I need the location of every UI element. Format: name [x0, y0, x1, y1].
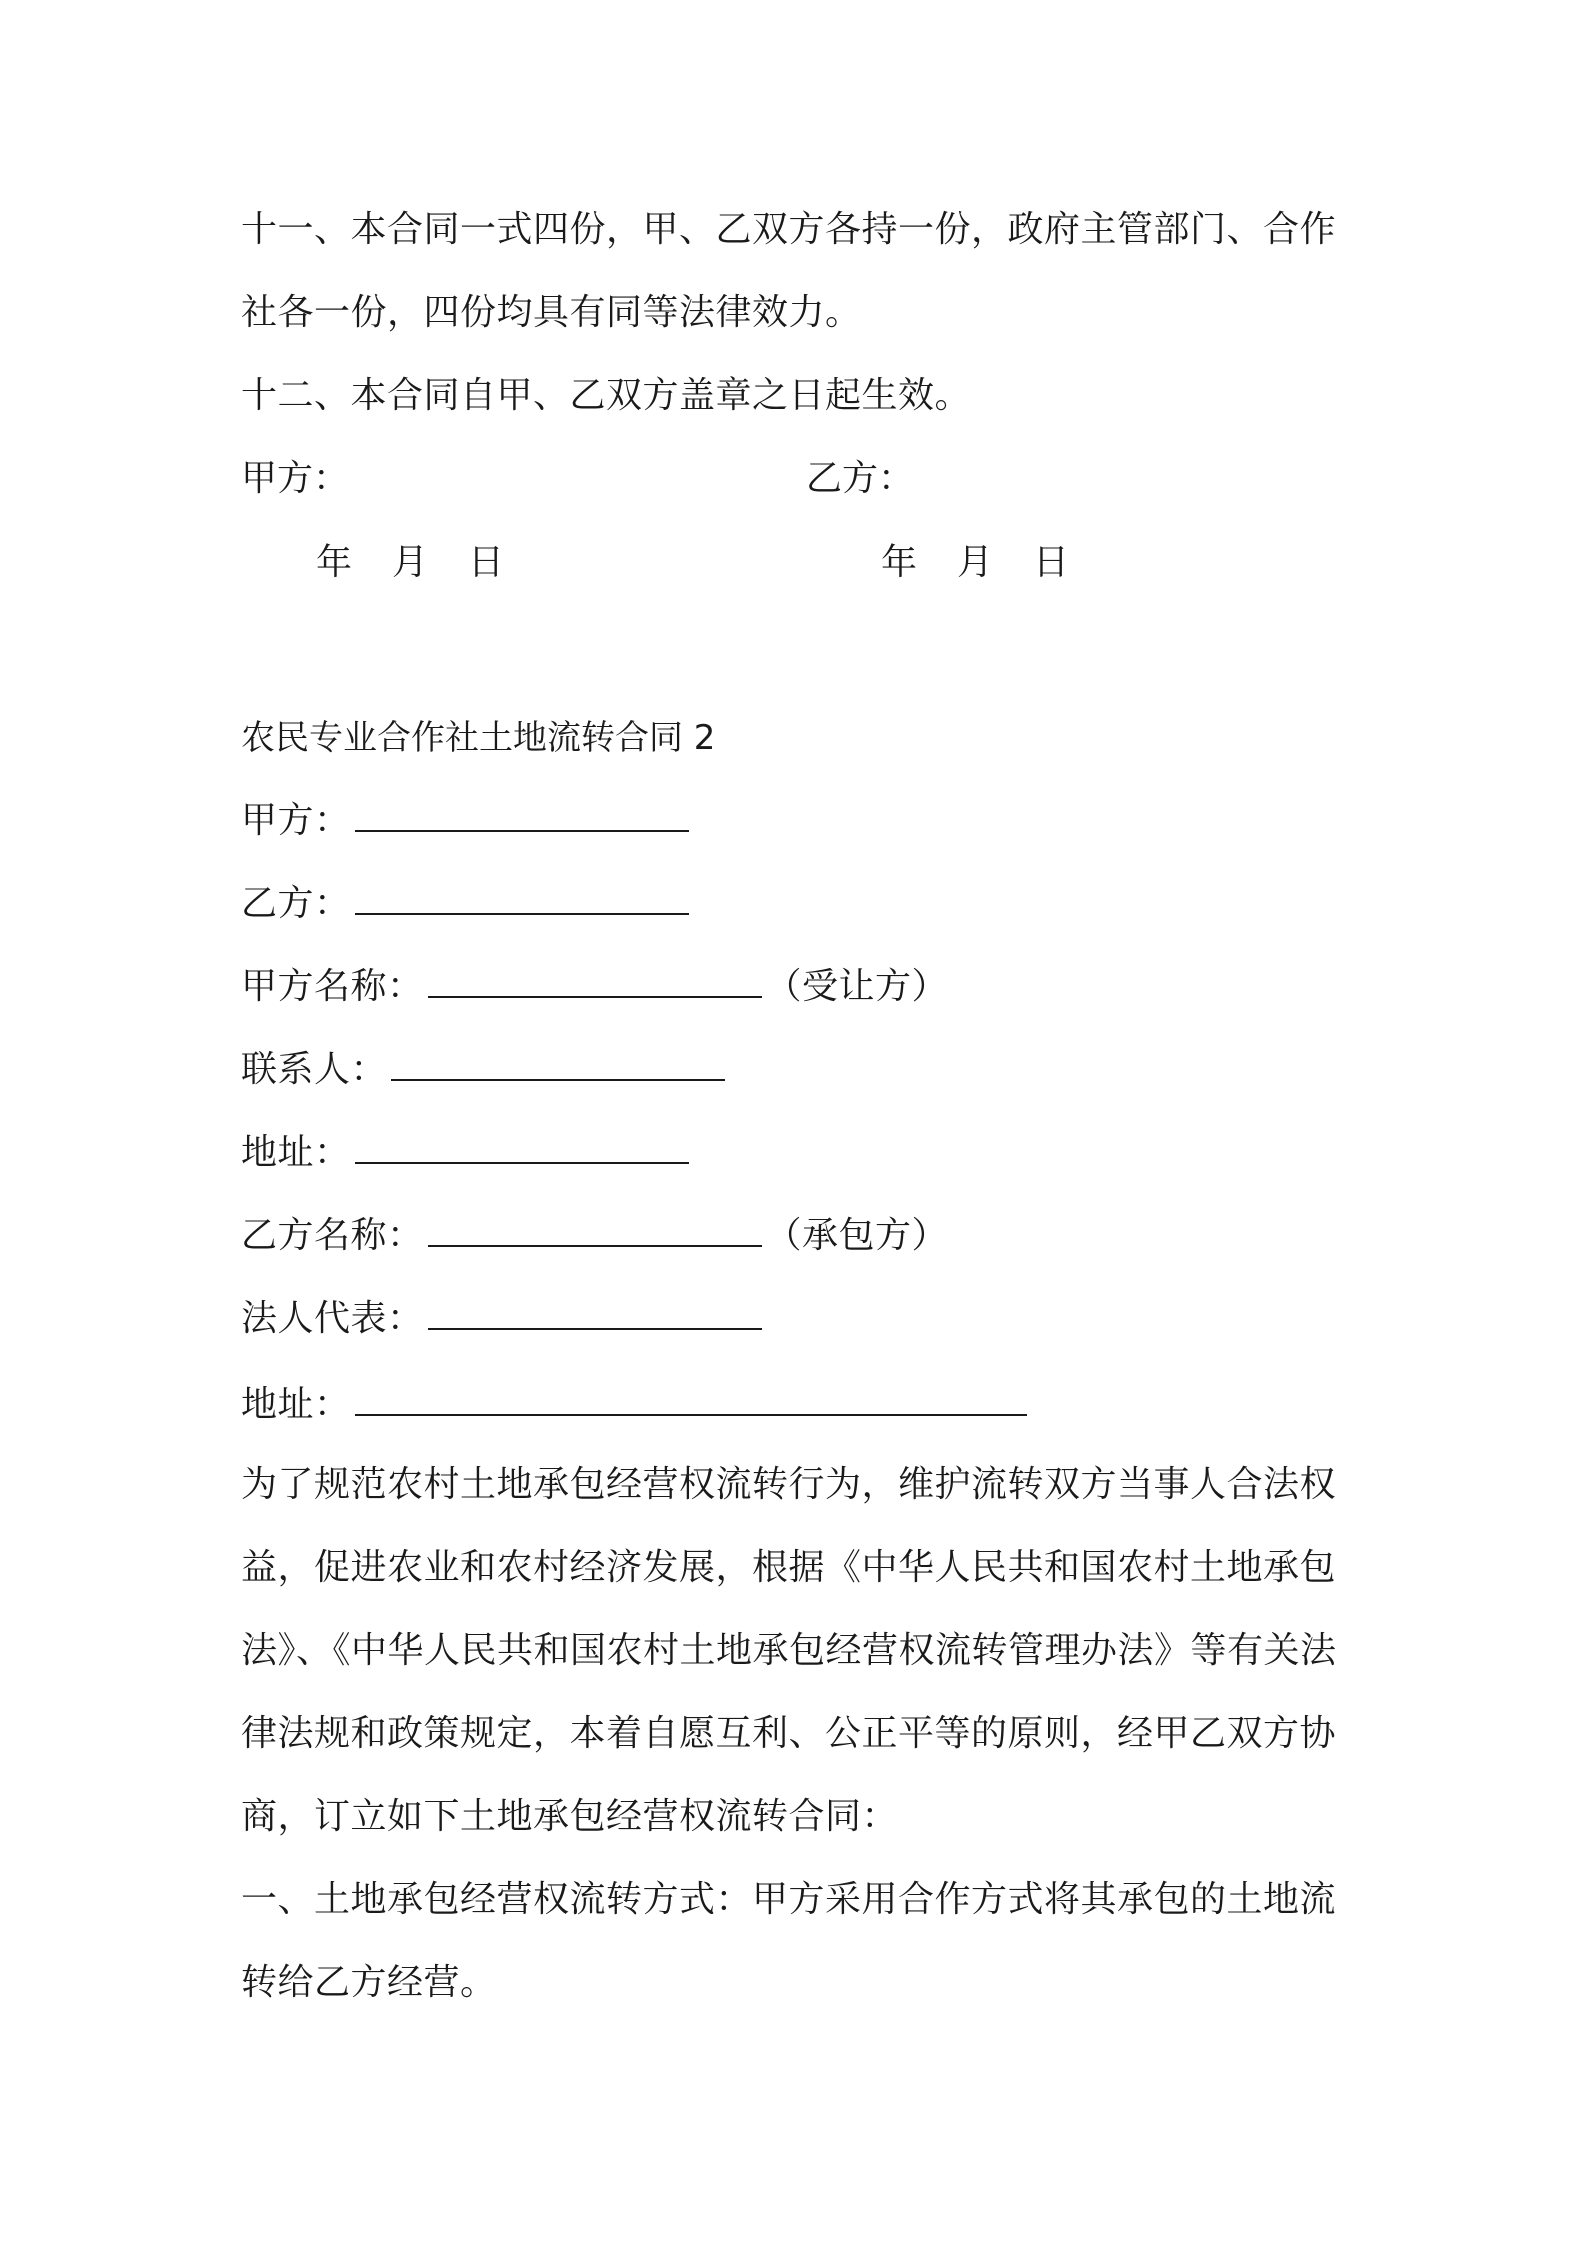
- signature-party-a-label: 甲方：: [241, 458, 350, 499]
- section-11-line-2: 社各一份，四份均具有同等法律效力。: [241, 292, 862, 333]
- clause-1-line-1: 一、土地承包经营权流转方式：甲方采用合作方式将其承包的土地流: [241, 1879, 1337, 1920]
- date-b-year: 年: [881, 542, 918, 583]
- signature-party-b-label: 乙方：: [806, 458, 915, 499]
- party-b-name-blank: [428, 1211, 762, 1247]
- preamble-line-3: 法》、《中华人民共和国农村土地承包经营权流转管理办法》等有关法: [241, 1630, 1337, 1671]
- field-party-b-name-label: 乙方名称：: [241, 1215, 424, 1256]
- field-party-b-label: 乙方：: [241, 883, 351, 924]
- date-a-day: 日: [468, 542, 505, 583]
- legal-rep-blank: [428, 1294, 762, 1330]
- field-address-2-label: 地址：: [241, 1384, 351, 1425]
- field-address-1-label: 地址：: [241, 1132, 351, 1173]
- date-a-month: 月: [392, 542, 429, 583]
- date-a-year: 年: [316, 542, 353, 583]
- field-party-b-name: [241, 1211, 948, 1261]
- address-1-blank: [355, 1128, 689, 1164]
- field-party-a-label: 甲方：: [241, 800, 351, 841]
- field-contact-label: 联系人：: [241, 1049, 388, 1090]
- clause-1-line-2: 转给乙方经营。: [241, 1962, 497, 2003]
- preamble-line-4: 律法规和政策规定，本着自愿互利、公正平等的原则，经甲乙双方协: [241, 1713, 1337, 1754]
- section-11-line-1: 十一、本合同一式四份，甲、乙双方各持一份，政府主管部门、合作: [241, 209, 1337, 250]
- field-party-b: [241, 879, 693, 929]
- field-party-b-role: （承包方）: [765, 1215, 949, 1256]
- field-party-a-name-label: 甲方名称：: [241, 966, 424, 1007]
- party-a-blank: [355, 796, 689, 832]
- field-party-a-name: [241, 962, 948, 1012]
- party-b-blank: [355, 879, 689, 915]
- field-address-2: [241, 1380, 1031, 1430]
- field-address-1: [241, 1128, 693, 1178]
- date-b-month: 月: [957, 542, 994, 583]
- field-party-a: [241, 796, 693, 846]
- signature-date-b: [881, 538, 1069, 588]
- field-party-a-role: （受让方）: [765, 966, 949, 1007]
- preamble-line-1: 为了规范农村土地承包经营权流转行为，维护流转双方当事人合法权: [241, 1464, 1337, 1505]
- preamble-line-2: 益，促进农业和农村经济发展，根据《中华人民共和国农村土地承包: [241, 1547, 1337, 1588]
- contact-blank: [391, 1045, 725, 1081]
- address-2-blank: [355, 1380, 1027, 1416]
- field-legal-rep: [241, 1294, 766, 1344]
- signature-date-a: [316, 538, 504, 588]
- field-legal-rep-label: 法人代表：: [241, 1298, 424, 1339]
- party-a-name-blank: [428, 962, 762, 998]
- preamble-line-5: 商，订立如下土地承包经营权流转合同：: [241, 1796, 899, 1837]
- date-b-day: 日: [1033, 542, 1070, 583]
- contract-2-title: 农民专业合作社土地流转合同 2: [241, 718, 716, 758]
- field-contact: [241, 1045, 729, 1095]
- section-12: 十二、本合同自甲、乙双方盖章之日起生效。: [241, 375, 972, 416]
